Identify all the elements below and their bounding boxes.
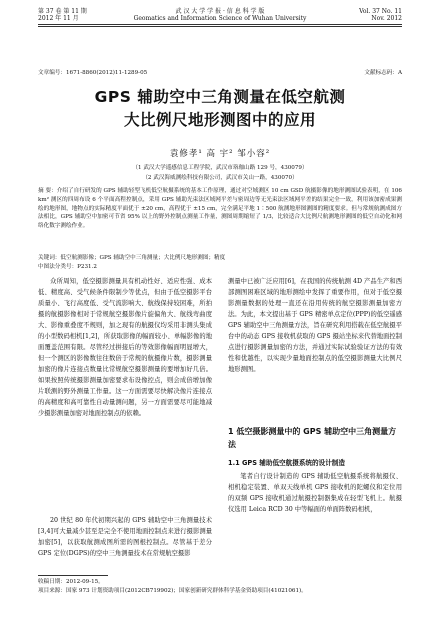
footnote-received: 收稿日期：2012-09-15。 — [38, 579, 104, 585]
affiliation-1: （1 武汉大学遥感信息工程学院，武汉市珞珈山路 129 号，430079） — [132, 165, 308, 171]
body-paragraph — [228, 471, 402, 515]
body-paragraph — [228, 276, 402, 375]
header-rule — [38, 24, 402, 25]
body-paragraph — [38, 276, 212, 419]
paper-title-line-1: GPS 辅助空中三角测量在低空航测 — [94, 88, 346, 106]
document-code: 文献标志码：A — [364, 70, 402, 76]
journal-vol-en: Vol. 37 No. 11 — [359, 8, 402, 15]
body-paragraph-text: 20 世纪 80 年代初期兴起的 GPS 辅助空中三角测量技术[3,4]可大量减少甚至是完全不使用地面控制点来进行摄影测量加密[5]，以获取航测成图所需的图根控制点。尽管基于差分 GPS 定位(DGPS)的空中三角测量技术在常规航空摄影 — [38, 517, 212, 557]
footnote-funding: 项目来源：国家 973 计划资助项目(2012CB719902)；国家创新研究群体科学基金资助项目(41021061)。 — [38, 588, 307, 594]
section-heading: 1 低空摄影测量中的 GPS 辅助空中三角测量方法 — [228, 427, 397, 449]
footnote-rule — [38, 575, 108, 576]
subsection-heading: 1.1 GPS 辅助低空航摄系统的设计制造 — [228, 459, 345, 467]
affiliation-2: （2 武汉海威测绘科技有限公司，武汉市关山一路，430070） — [142, 175, 298, 181]
article-number: 文章编号：1671-8860(2012)11-1289-05 — [38, 70, 148, 76]
header-rule-2 — [38, 26, 402, 27]
abstract: 摘 要：介绍了自行研发的 GPS 辅助轻型飞机低空航摄系统的基本工作原理，通过对空域测区 10 cm GSD 航摄影像的地形测图试验表明，在 106 km² 测区的四周布设 6 个平面高程控制点，采用 GPS 辅助光束法区域网平差与密周边等无光束法区域网平差的结果完全一致，利用该加密成果测绘的地形图，地物点的实际精度平面优于 ±20 cm，高程优于 ±15 cm，完全满足平地 1∶500 航测地形图测图的精度要求。但与常规航测成图方法相比，GPS 辅助空中加密可节省 95% 以上的野外控制点测量工作量，测图周期缩短了 1/3，比较适合大比例尺航测地形测图的低空自动化和网络化数字测绘作业。 — [38, 188, 402, 230]
body-paragraph-text: 众所周知，低空摄影测量具有机动性好、适应性强、成本低、精度高、受气候条件限制少等优点，但由于低空摄影平台质量小、飞行高度低、受气流影响大、航线保持较困难，所拍摄的航摄影像相对于常规航空摄影像片旋偏角大、航线弯曲度大、影像重叠度不规则，加之现有的航摄仪均采用非测头集成的小型数码相机[1,2]，所获取影像的幅面较小、单幅影像的地面覆盖范围有限。尽管经过拼接后的等效影像幅面明显增大，但一个测区的影像数往往数倍于常规的航摄像片数，摄影测量加密的像片连接点数量比常规航空摄影测量的要增加好几倍。如果按照传统摄影测量加密要求布设像控点，则会成倍增加像片联测的野外测量工作量。这一方面需要尽快解决像片连接点的高精度和高可靠性自动量测问题，另一方面需要尽可能地减少摄影测量加密对地面控制点的依赖。 — [38, 278, 212, 417]
journal-date-en: Nov. 2012 — [371, 15, 402, 22]
body-paragraph — [38, 515, 212, 559]
journal-title-en: Geomatics and Information Science of Wuhan University — [133, 15, 307, 22]
clc-number: 中图法分类号：P231.2 — [38, 264, 97, 270]
keywords: 关键词：低空航测影像；GPS 辅助空中三角测量；大比例尺地形测图；精度 — [38, 255, 226, 261]
authors: 袁修孝¹ 高 宇² 邹小容² — [169, 149, 271, 159]
paper-title-line-2: 大比例尺地形测图中的应用 — [123, 111, 316, 129]
journal-title-cn: 武 汉 大 学 学 报 · 信 息 科 学 版 — [175, 8, 265, 15]
body-paragraph-text: 笔者自行设计制造的 GPS 辅助低空航摄系统将航摄仪、相机稳定装置、单双天线单机 GPS 接收机的陀螺仪和定位用的双频 GPS 接收机通过航摄控制器集成在轻型飞机上。航摄仪选用 Leica RCD 30 中等幅面的单面阵数码相机， — [228, 473, 402, 513]
journal-date: 2012 年 11 月 — [38, 15, 79, 22]
body-paragraph-text: 测量中已被广泛应用[6]，在我国的传统航测 4D 产品生产和西部测图困难区域的地形测绘中发挥了重要作用，但对于低空摄影测量数据的处理一直还在沿用传统的航空摄影测量加密方法。为此，本文提出基于 GPS 精密单点定位(PPP)的低空遥感 GPS 辅助空中三角测量方法，旨在研究利用搭载在低空航摄平台中的动态 GPS 接收机获取的 GPS 摄站坐标来代替地面控制点进行摄影测量加密的方法，并通过实际试验验证方法的有效性和优越性，以实现少量地面控制点的低空摄影测量大比例尺地形测图。 — [228, 278, 402, 373]
journal-volume-issue: 第 37 卷 第 11 期 — [38, 8, 87, 15]
